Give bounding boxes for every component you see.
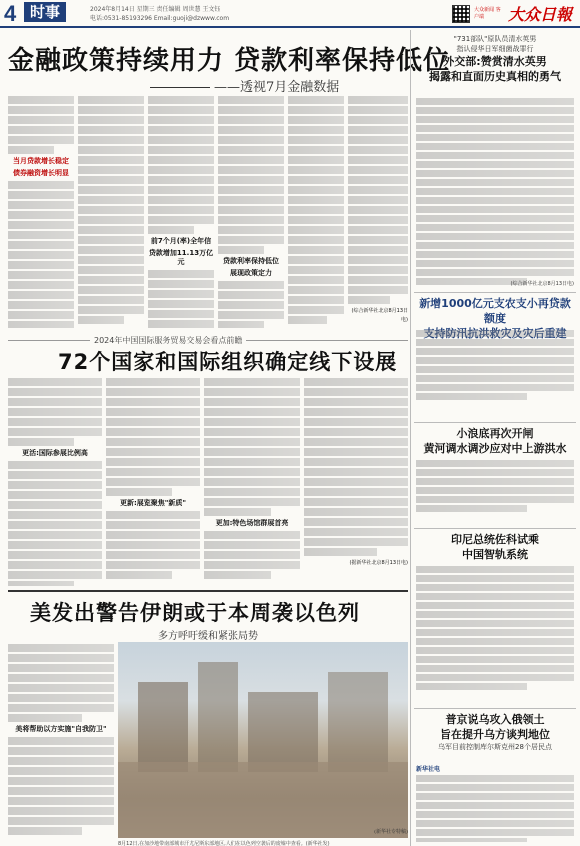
masthead-right [452, 2, 572, 25]
right-story1-credit: (综合新华社北京8月13日电) [510, 281, 574, 287]
story2-subhead-1: 更活:国际参展比例高 [22, 449, 88, 457]
story2-column-1 [8, 378, 102, 586]
story2-strap: 2024年中国国际服务贸易交易会看点前瞻 [90, 335, 246, 346]
story2-credit: (据新华社北京8月13日电) [349, 560, 408, 566]
story3-divider [8, 590, 408, 592]
lead-subhead-2: 债券融资增长明显 [13, 169, 69, 177]
lead-credit: (综合新华社北京8月13日电) [351, 308, 408, 323]
story2-column-3 [204, 378, 300, 586]
right-story3-heading [416, 426, 574, 456]
right-divider-2 [414, 422, 576, 423]
qr-label: 大众新闻 客户端 [473, 6, 501, 20]
lead-column-3 [148, 96, 214, 328]
right-story4-body [416, 566, 574, 702]
right-story3-headline2: 黄河调水调沙应对中上游洪水 [423, 442, 567, 455]
story2-column-2 [106, 378, 200, 586]
right-story5-kicker: 乌军目前控制库尔斯克州28个居民点 [438, 743, 552, 751]
right-story5-body [416, 756, 574, 842]
right-story1-heading [416, 34, 574, 84]
masthead-meta [90, 5, 229, 23]
right-story1-kicker: "731部队"原队员清水英男 [453, 35, 537, 43]
photo-caption: 8月12日,在加沙地带南部城市汗尤尼斯东部地区,人们在以色列空袭后的废墟中查看。(新华社发) [118, 841, 330, 846]
right-story1-body [416, 98, 574, 288]
story2-column-4 [304, 378, 408, 586]
qr-code-icon [452, 5, 470, 23]
lead-subhead-4: 贷款增加11.13万亿元 [148, 249, 214, 266]
story2-subhead-2: 更新:展览聚焦"新质" [119, 499, 187, 507]
news-photo-gaza-rubble [118, 642, 408, 838]
right-story2-body [416, 330, 574, 410]
masthead-contact: 电话:0531-85193296 Email:guoji@dzwww.com [90, 15, 230, 22]
right-story4-heading [416, 532, 574, 562]
right-story2-headline2: 支持防汛抗洪救灾及灾后重建 [423, 327, 567, 340]
lead-headline: 金融政策持续用力 贷款利率保持低位 [8, 46, 451, 76]
story3-column-1 [8, 644, 114, 842]
right-story3-headline1: 小浪底再次开闸 [456, 427, 534, 440]
lead-column-2 [78, 96, 144, 328]
right-story5-byline: 新华社电 [416, 766, 441, 773]
story3-subheadline: 多方呼吁缓和紧张局势 [158, 631, 258, 642]
right-story1-headline2: 揭露和直面历史真相的勇气 [429, 70, 561, 83]
right-story4-headline1: 印尼总统佐科试乘 [451, 533, 539, 546]
lead-column-6 [348, 96, 408, 328]
lead-subheadline: ——透视7月金融数据 [150, 76, 339, 95]
right-story2-headline1: 新增1000亿元支农支小再贷款额度 [419, 297, 571, 325]
story3-headline: 美发出警告伊朗或于本周袭以色列 [30, 601, 360, 625]
right-story5-heading [416, 712, 574, 752]
right-divider-4 [414, 708, 576, 709]
right-story4-headline2: 中国智轨系统 [462, 548, 528, 561]
right-story3-body [416, 460, 574, 520]
story3-credit: (新华社专特稿) [374, 829, 408, 835]
story2-headline: 72个国家和国际组织确定线下设展 [58, 350, 398, 374]
lead-subhead-5: 贷款利率保持低位 [223, 257, 279, 265]
page-masthead [0, 0, 580, 28]
right-story1-headline1: 外交部:赞赏清水英男 [443, 55, 547, 68]
lead-column-1 [8, 96, 74, 328]
lead-subhead-3: 前7个月(率)全年信 [150, 237, 212, 245]
masthead-date-editors: 2024年8月14日 星期三 责任编辑 周世慧 王文钰 [90, 6, 221, 13]
story3-subhead-1: 美将帮助以方实施"自我防卫" [15, 725, 107, 733]
right-story1-kicker2: 指认侵华日军细菌战罪行 [456, 45, 534, 53]
newspaper-logo: 大众日報 [507, 5, 572, 24]
lead-column-4 [218, 96, 284, 328]
right-divider-1 [414, 292, 576, 293]
right-story5-headline2: 旨在提升乌方谈判地位 [440, 728, 550, 741]
lead-subhead-6: 展现政策定力 [230, 269, 272, 277]
lead-subhead-1: 当月贷款增长稳定 [13, 157, 69, 165]
right-divider-3 [414, 528, 576, 529]
story2-subhead-3: 更加:特色场馆群展首亮 [215, 519, 289, 527]
right-story5-headline1: 普京说乌攻入俄领土 [445, 713, 545, 726]
lead-column-5 [288, 96, 344, 328]
section-name: 时事 [24, 2, 66, 22]
page-number: 4 [4, 1, 17, 26]
